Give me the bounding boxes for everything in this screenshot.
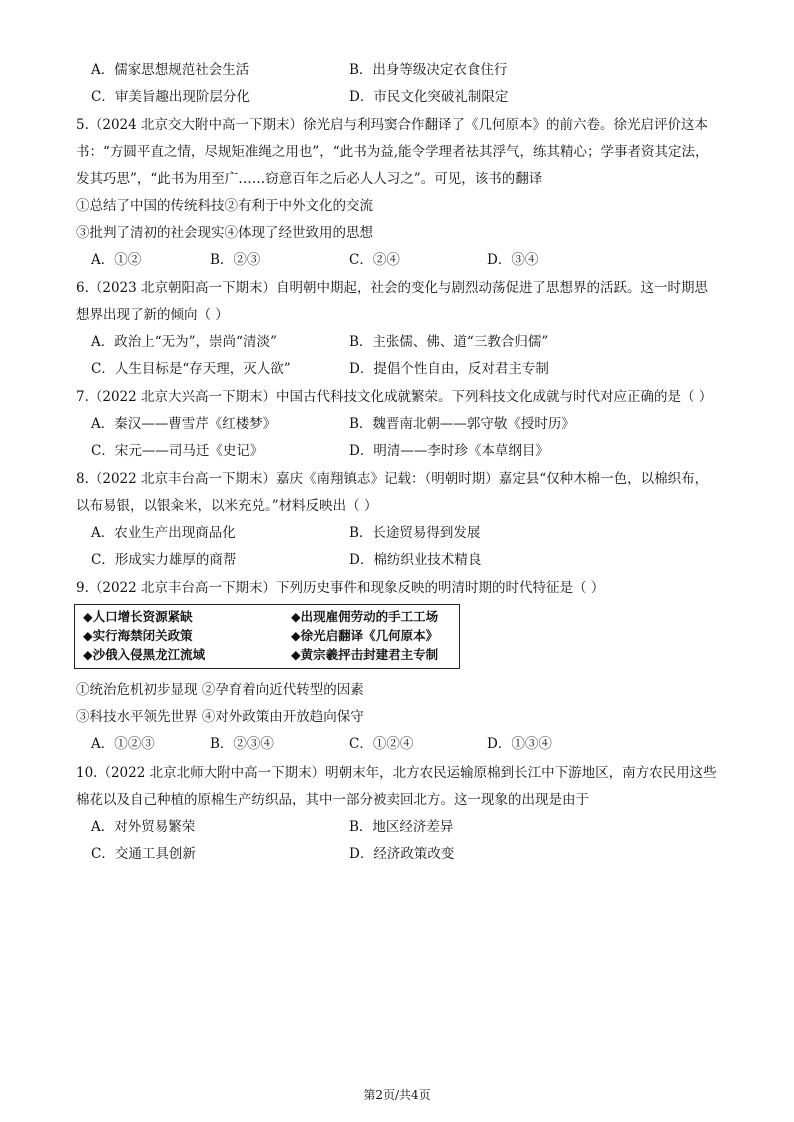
page-number: 第2页/共4页 bbox=[363, 1088, 431, 1102]
q4-option-a: A．儒家思想规范社会生活 bbox=[91, 62, 250, 78]
q6-option-c: C．人生目标是“存天理，灭人欲” bbox=[91, 361, 291, 377]
q10-option-a: A．对外贸易繁荣 bbox=[91, 819, 196, 835]
q7-option-c: C．宋元——司马迁《史记》 bbox=[91, 443, 264, 459]
q9-box-item: ◆人口增长资源紧缺 bbox=[83, 609, 193, 624]
q6-option-d: D．提倡个性自由，反对君主专制 bbox=[349, 361, 549, 377]
q4-option-b: B．出身等级决定衣食住行 bbox=[349, 62, 508, 78]
q9-option-a: A．①②③ bbox=[91, 736, 155, 752]
q9-box-item: ◆黄宗羲抨击封建君主专制 bbox=[291, 647, 439, 662]
q5-option-d: D．③④ bbox=[487, 252, 539, 268]
q9-box-item: ◆沙俄入侵黑龙江流域 bbox=[83, 647, 206, 662]
q6-option-a: A．政治上“无为”，崇尚“清淡” bbox=[91, 334, 277, 350]
q8-option-a: A．农业生产出现商品化 bbox=[91, 525, 236, 541]
q7-option-a: A．秦汉——曹雪芹《红楼梦》 bbox=[91, 416, 277, 432]
q9-box-item: ◆实行海禁闭关政策 bbox=[83, 628, 193, 643]
q8-option-d: D．棉纺织业技术精良 bbox=[349, 552, 482, 568]
q4-option-d: D．市民文化突破礼制限定 bbox=[349, 89, 509, 105]
q9-box-item: ◆徐光启翻译《几何原本》 bbox=[291, 628, 439, 643]
q5-option-b: B．②③ bbox=[210, 252, 261, 268]
q9-option-d: D．①③④ bbox=[487, 736, 552, 752]
q8-option-b: B．长途贸易得到发展 bbox=[349, 525, 481, 541]
q8-option-c: C．形成实力雄厚的商帮 bbox=[91, 552, 237, 568]
q5-option-c: C．②④ bbox=[349, 252, 400, 268]
q7-option-d: D．明清——李时珍《本草纲目》 bbox=[349, 443, 549, 459]
q9-option-b: B．②③④ bbox=[210, 736, 274, 752]
q9-box-item: ◆出现雇佣劳动的手工工场 bbox=[291, 609, 439, 624]
q5-option-a: A．①② bbox=[91, 252, 142, 268]
q6-option-b: B．主张儒、佛、道“三教合归儒” bbox=[349, 334, 549, 350]
q9-event-box bbox=[74, 604, 460, 669]
q7-option-b: B．魏晋南北朝——郭守敬《授时历》 bbox=[349, 416, 575, 432]
q4-option-c: C．审美旨趣出现阶层分化 bbox=[91, 89, 250, 105]
q10-option-d: D．经济政策改变 bbox=[349, 846, 455, 862]
q10-option-c: C．交通工具创新 bbox=[91, 846, 196, 862]
q9-option-c: C．①②④ bbox=[349, 736, 414, 752]
q10-option-b: B．地区经济差异 bbox=[349, 819, 454, 835]
